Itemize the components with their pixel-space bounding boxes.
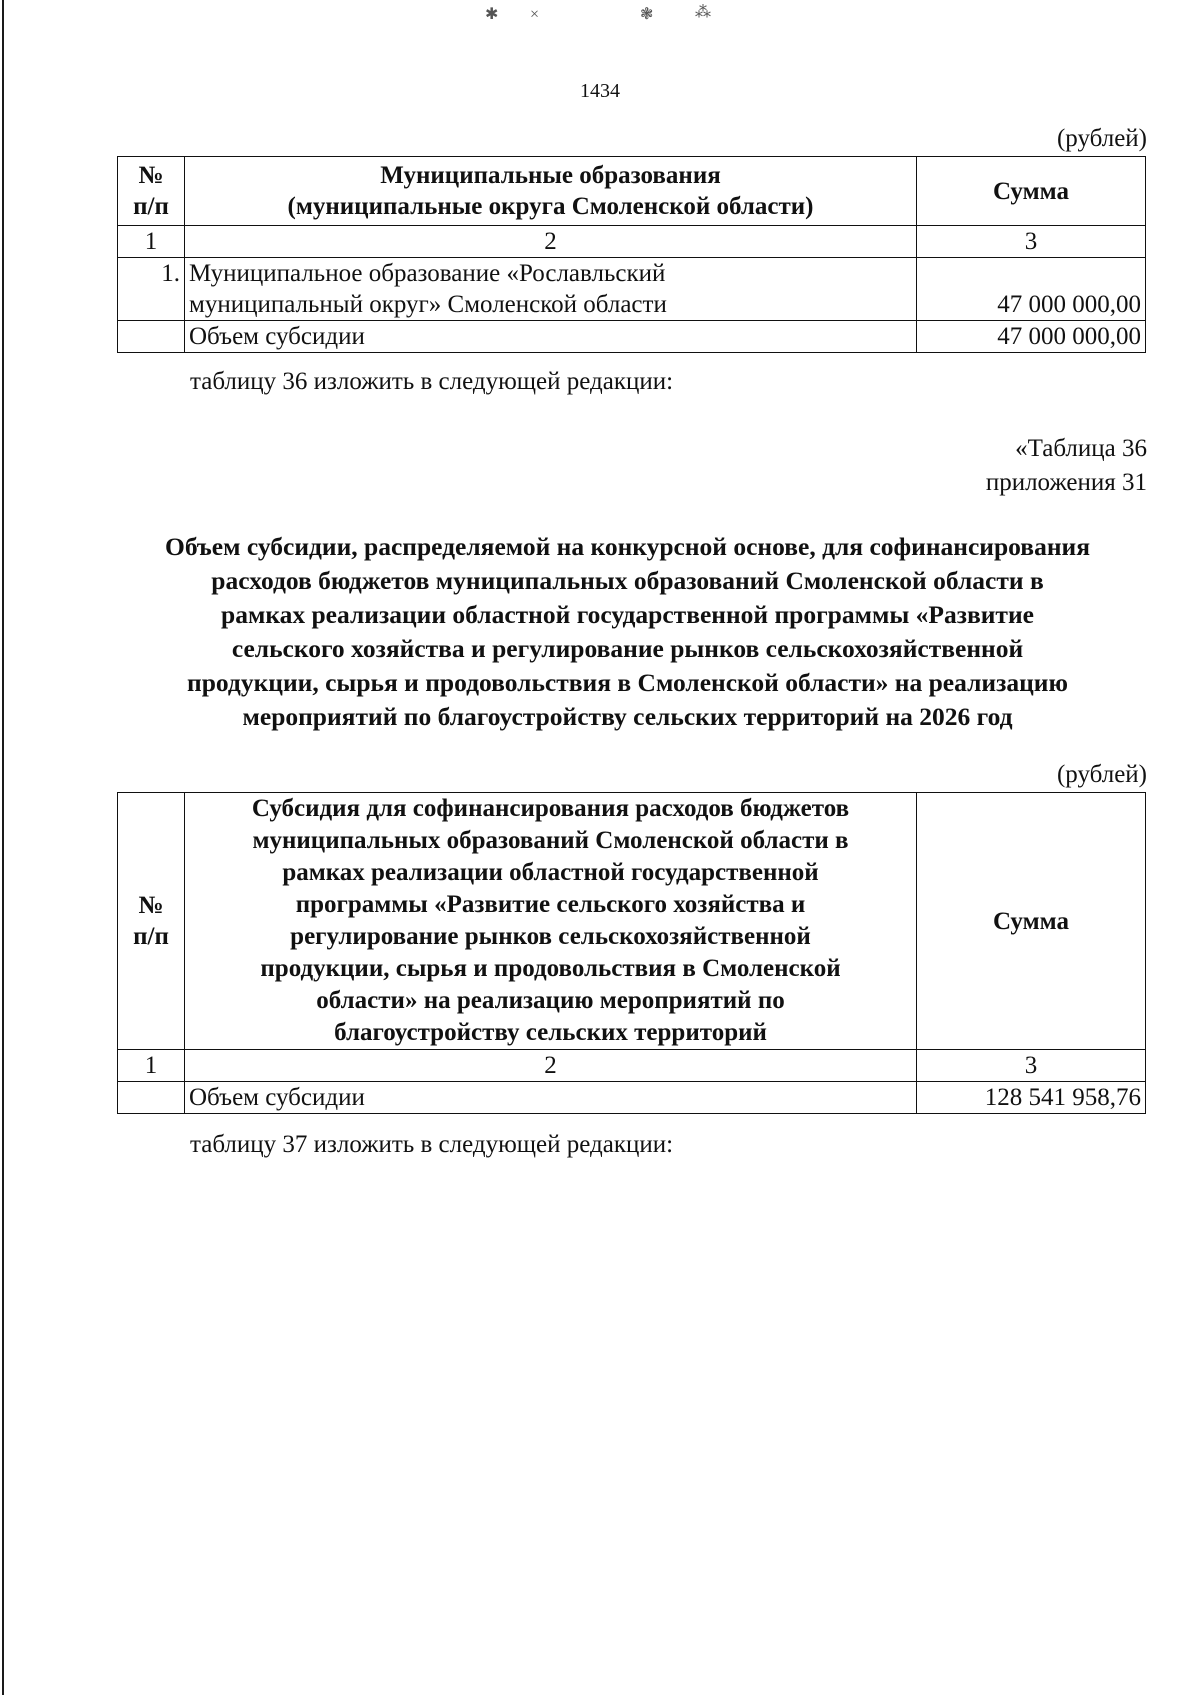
header-municipalities: Муниципальные образования (муниципальные округа Смоленской области) xyxy=(185,157,917,226)
total-label: Объем субсидии xyxy=(185,321,917,353)
total-row xyxy=(118,321,1146,353)
row-sum: 47 000 000,00 xyxy=(917,258,1146,321)
total-sum: 128 541 958,76 xyxy=(917,1082,1146,1114)
total-label: Объем субсидии xyxy=(185,1082,917,1114)
row-municipality: Муниципальное образование «Рославльский муниципальный округ» Смоленской области xyxy=(185,258,917,321)
scan-speck: ✱ xyxy=(485,6,499,23)
header-num: № п/п xyxy=(118,793,185,1050)
total-row xyxy=(118,1082,1146,1114)
units-label-1: (рублей) xyxy=(1056,125,1147,152)
header-sum: Сумма xyxy=(917,157,1146,226)
instruction-table-37: таблицу 37 изложить в следующей редакции: xyxy=(190,1131,674,1158)
column-number: 3 xyxy=(917,1050,1146,1082)
header-subsidy-description: Субсидия для софинансирования расходов бюджетов муниципальных образований Смоленской области в рамках реализации областной государственной программы «Развитие сельского хозяйства и регулирование рынков сельскохозяйственной продукции, сырья и продовольствия в Смоленской области» на реализацию мероприятий по благоустройству сельских территорий xyxy=(185,793,917,1050)
column-number-row xyxy=(118,226,1146,258)
instruction-table-36: таблицу 36 изложить в следующей редакции: xyxy=(190,368,674,395)
column-number-row xyxy=(118,1050,1146,1082)
table-row xyxy=(118,258,1146,321)
page-edge-line xyxy=(2,0,4,1695)
total-num-empty xyxy=(118,1082,185,1114)
scan-speck: ⁂ xyxy=(695,4,711,21)
page-number: 1434 xyxy=(580,80,620,102)
column-number: 3 xyxy=(917,226,1146,258)
total-sum: 47 000 000,00 xyxy=(917,321,1146,353)
table-header-row xyxy=(118,157,1146,226)
total-num-empty xyxy=(118,321,185,353)
header-num: № п/п xyxy=(118,157,185,226)
units-label-2: (рублей) xyxy=(1056,761,1147,788)
column-number: 1 xyxy=(118,1050,185,1082)
subsidy-table-35 xyxy=(117,156,1146,353)
subsidy-table-36 xyxy=(117,792,1146,1114)
table-36-heading: Объем субсидии, распределяемой на конкурсной основе, для софинансирования расходов бюджетов муниципальных образований Смоленской области в рамках реализации областной государственной программы «Развитие сельского хозяйства и регулирование рынков сельскохозяйственной продукции, сырья и продовольствия в Смоленской области» на реализацию мероприятий по благоустройству сельских территорий на 2026 год xyxy=(164,532,1090,731)
scan-speck: ❃ xyxy=(640,6,654,23)
table-header-row xyxy=(118,793,1146,1050)
table-36-caption: «Таблица 36 приложения 31 xyxy=(985,435,1147,496)
column-number: 2 xyxy=(185,226,917,258)
column-number: 2 xyxy=(185,1050,917,1082)
column-number: 1 xyxy=(118,226,185,258)
scan-speck: × xyxy=(530,6,540,23)
header-sum: Сумма xyxy=(917,793,1146,1050)
row-number: 1. xyxy=(118,258,185,321)
